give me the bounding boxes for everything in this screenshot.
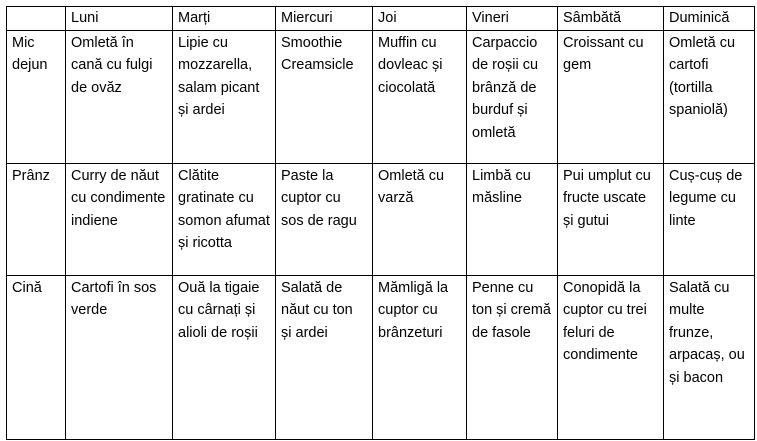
- table-cell: Paste la cuptor cu sos de ragu: [276, 163, 373, 275]
- table-row-breakfast: [7, 30, 755, 163]
- table-cell: Salată de năut cu ton și ardei: [276, 275, 373, 439]
- table-cell: Muffin cu dovleac și ciocolată: [373, 30, 467, 163]
- table-cell: Curry de năut cu condimente indiene: [66, 163, 173, 275]
- table-cell: Omletă cu cartofi (tortilla spaniolă): [664, 30, 755, 163]
- table-cell: Carpaccio de roșii cu brânză de burduf și omletă: [467, 30, 558, 163]
- day-header-vineri: Vineri: [467, 7, 558, 31]
- table-row-lunch: [7, 163, 755, 275]
- table-cell: Cartofi în sos verde: [66, 275, 173, 439]
- table-row-dinner: [7, 275, 755, 439]
- corner-cell: [7, 7, 66, 31]
- meal-label-breakfast: Mic dejun: [7, 30, 66, 163]
- table-cell: Pui umplut cu fructe uscate și gutui: [558, 163, 664, 275]
- table-cell: Conopidă la cuptor cu trei feluri de condimente: [558, 275, 664, 439]
- day-header-marti: Marți: [173, 7, 276, 31]
- table-cell: Omletă în cană cu fulgi de ovăz: [66, 30, 173, 163]
- day-header-joi: Joi: [373, 7, 467, 31]
- table-cell: Omletă cu varză: [373, 163, 467, 275]
- table-cell: Ouă la tigaie cu cârnați și alioli de roșii: [173, 275, 276, 439]
- table-cell: Mămligă la cuptor cu brânzeturi: [373, 275, 467, 439]
- table-cell: Limbă cu măsline: [467, 163, 558, 275]
- table-cell: Penne cu ton și cremă de fasole: [467, 275, 558, 439]
- table-cell: Salată cu multe frunze, arpacaș, ou și bacon: [664, 275, 755, 439]
- table-cell: Cuș-cuș de legume cu linte: [664, 163, 755, 275]
- day-header-miercuri: Miercuri: [276, 7, 373, 31]
- header-row: [7, 7, 755, 31]
- table-cell: Smoothie Creamsicle: [276, 30, 373, 163]
- day-header-luni: Luni: [66, 7, 173, 31]
- table-cell: Croissant cu gem: [558, 30, 664, 163]
- table-cell: Clătite gratinate cu somon afumat și ricotta: [173, 163, 276, 275]
- meal-label-lunch: Prânz: [7, 163, 66, 275]
- table-cell: Lipie cu mozzarella, salam picant și ardei: [173, 30, 276, 163]
- day-header-sambata: Sâmbătă: [558, 7, 664, 31]
- meal-label-dinner: Cină: [7, 275, 66, 439]
- day-header-duminica: Duminică: [664, 7, 755, 31]
- weekly-meal-plan-table: [6, 6, 755, 440]
